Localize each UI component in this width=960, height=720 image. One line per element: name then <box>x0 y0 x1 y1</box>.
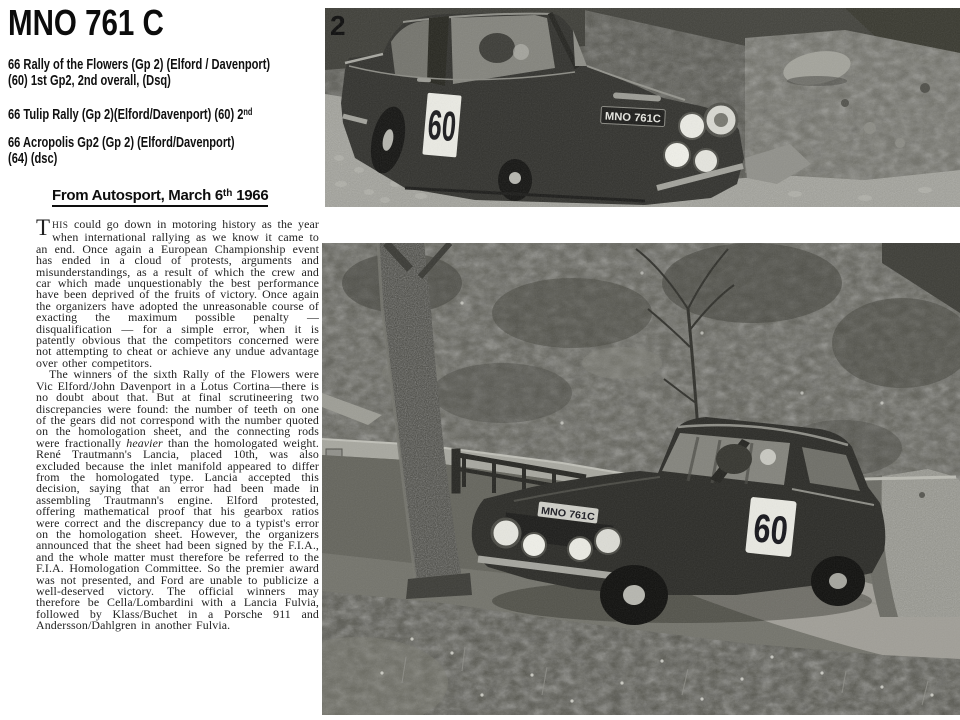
source-heading-prefix: From Autosport, March 6 <box>52 187 223 204</box>
article-paragraph-2 <box>36 369 319 631</box>
history-entry-tulip-line-1 <box>8 105 252 123</box>
photo2-license-plate: MNO 761C <box>540 505 592 523</box>
history-entry-flowers <box>8 57 362 88</box>
photo-bottom-cortina-cornering <box>322 243 960 715</box>
source-heading-underline <box>52 187 268 207</box>
small-caps-lead: HIS <box>52 221 69 231</box>
paragraph-2-italic-word: heavier <box>126 435 163 450</box>
source-heading-suffix: 1966 <box>232 187 269 204</box>
photo-grain <box>322 243 960 715</box>
photo1-race-number: 60 <box>425 100 477 152</box>
source-heading <box>52 187 268 207</box>
paragraph-1-text: could go down in motoring history as the year when international rallying as we know it came to an end. Once again a European Championship event has ended in a cloud of protests, arguments and misunderstandings, as a result of which the crew and car which made unquestionably the best performance have been deprived of the fruits of victory. Once again the organizers have adopted the unreasonable course of exacting the maximum possible penalty — disqualification — for a simple error, when it is patently obvious that the competitors concerned were not attempting to cheat or achieve any undue advantage over other competitors. <box>36 217 319 370</box>
history-entry-acropolis-line-1: 66 Acropolis Gp2 (Gp 2) (Elford/Davenport) <box>8 134 235 151</box>
history-entry-tulip-text: 66 Tulip Rally (Gp 2)(Elford/Davenport) (60) 2 <box>8 106 244 123</box>
history-entry-flowers-line-2: (60) 1st Gp2, 2nd overall, (Dsq) <box>8 71 171 89</box>
paragraph-2-text-a: The winners of the sixth Rally of the Flowers were Vic Elford/John Davenport in a Lotus Cortina—there is no doubt about that. But at final scrutineering two discrepancies were found: the number of teeth on one of the gears did not correspond with the number quoted on the homologation sheet, and the connecting rods were fractionally <box>36 367 319 450</box>
photo1-license-plate: MNO 761C <box>604 110 661 126</box>
article-column <box>36 215 320 633</box>
paragraph-2-text-b: than the homologated weight. René Trautmann's Lancia, placed 10th, was also excluded because the inlet manifold appeared to differ from the homologated type. Lancia accepted this decision, saying that an error had been made in assembling Trautmann's engine. Elford protested, offering mathematical proof that his gearbox ratios were correct and the discrepancy due to a typist's error on the homologation sheet. However, the organizers announced that the sheet had been signed by the F.I.A., and the whole matter must therefore be referred to the F.I.A. Homologation Committee. So the premier award was not presented, and Ford are unable to publicize a well-deserved victory. The official winners may therefore be Cella/Lombardini with a Lancia Fulvia, followed by Klass/Buchet in a Porsche 911 and Andersson/Dahlgren in another Fulvia. <box>36 435 320 633</box>
photo-top-cortina-cobbles <box>325 8 960 207</box>
history-entry-flowers-line-1: 66 Rally of the Flowers (Gp 2) (Elford / Davenport) <box>8 56 271 73</box>
photo1-page-number: 2 <box>330 10 346 41</box>
drop-cap: T <box>36 215 51 240</box>
page-title: MNO 761 C <box>8 2 164 43</box>
photo-bottom-scene <box>322 243 960 715</box>
article-paragraph-1 <box>36 215 319 370</box>
photo-grain <box>325 8 960 207</box>
history-entry-tulip-ordinal-sup: nd <box>243 107 253 118</box>
history-entry-acropolis-line-2: (64) (dsc) <box>8 149 58 167</box>
history-entry-acropolis <box>8 135 314 166</box>
source-heading-ordinal-sup: th <box>222 188 233 199</box>
photo2-race-number: 60 <box>751 506 801 555</box>
photo-top-scene <box>325 8 960 207</box>
history-entry-tulip <box>8 105 338 123</box>
